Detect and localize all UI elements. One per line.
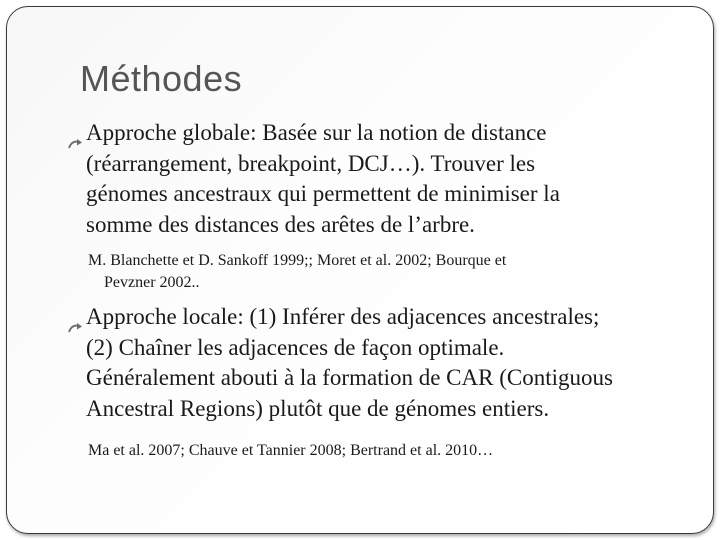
bullet-line: Approche locale: (1) Inférer des adjacences ancestrales; <box>86 304 600 329</box>
bullet-local-approach <box>68 302 688 424</box>
curved-arrow-bullet-icon <box>68 128 84 140</box>
reference-line: M. Blanchette et D. Sankoff 1999;; Moret et al. 2002; Bourque et <box>88 252 507 269</box>
bullet-line: (réarrangement, breakpoint, DCJ…). Trouver les <box>86 150 536 176</box>
reference-line: Ma et al. 2007; Chauve et Tannier 2008; Bertrand et al. 2010… <box>88 442 494 459</box>
bullet-line: somme des distances des arêtes de l’arbre. <box>86 211 475 237</box>
bullet-line: génomes ancestraux qui permettent de minimiser la <box>86 181 560 206</box>
bullet-line: Ancestral Regions) plutôt que de génomes entiers. <box>86 395 550 421</box>
bullet-line: (2) Chaîner les adjacences de façon optimale. <box>86 334 505 360</box>
bullet-global-approach <box>68 118 688 240</box>
bullet-line: Approche globale: Basée sur la notion de distance <box>86 120 547 145</box>
bullet-text <box>68 118 688 240</box>
reference-local-approach <box>88 440 668 462</box>
reference-line: Pevzner 2002.. <box>104 274 200 291</box>
curved-arrow-bullet-icon <box>68 312 84 324</box>
reference-global-approach <box>88 250 648 294</box>
bullet-line: Généralement abouti à la formation de CAR (Contiguous <box>86 365 613 390</box>
bullet-text <box>68 302 688 424</box>
slide-title: Méthodes <box>80 58 243 99</box>
